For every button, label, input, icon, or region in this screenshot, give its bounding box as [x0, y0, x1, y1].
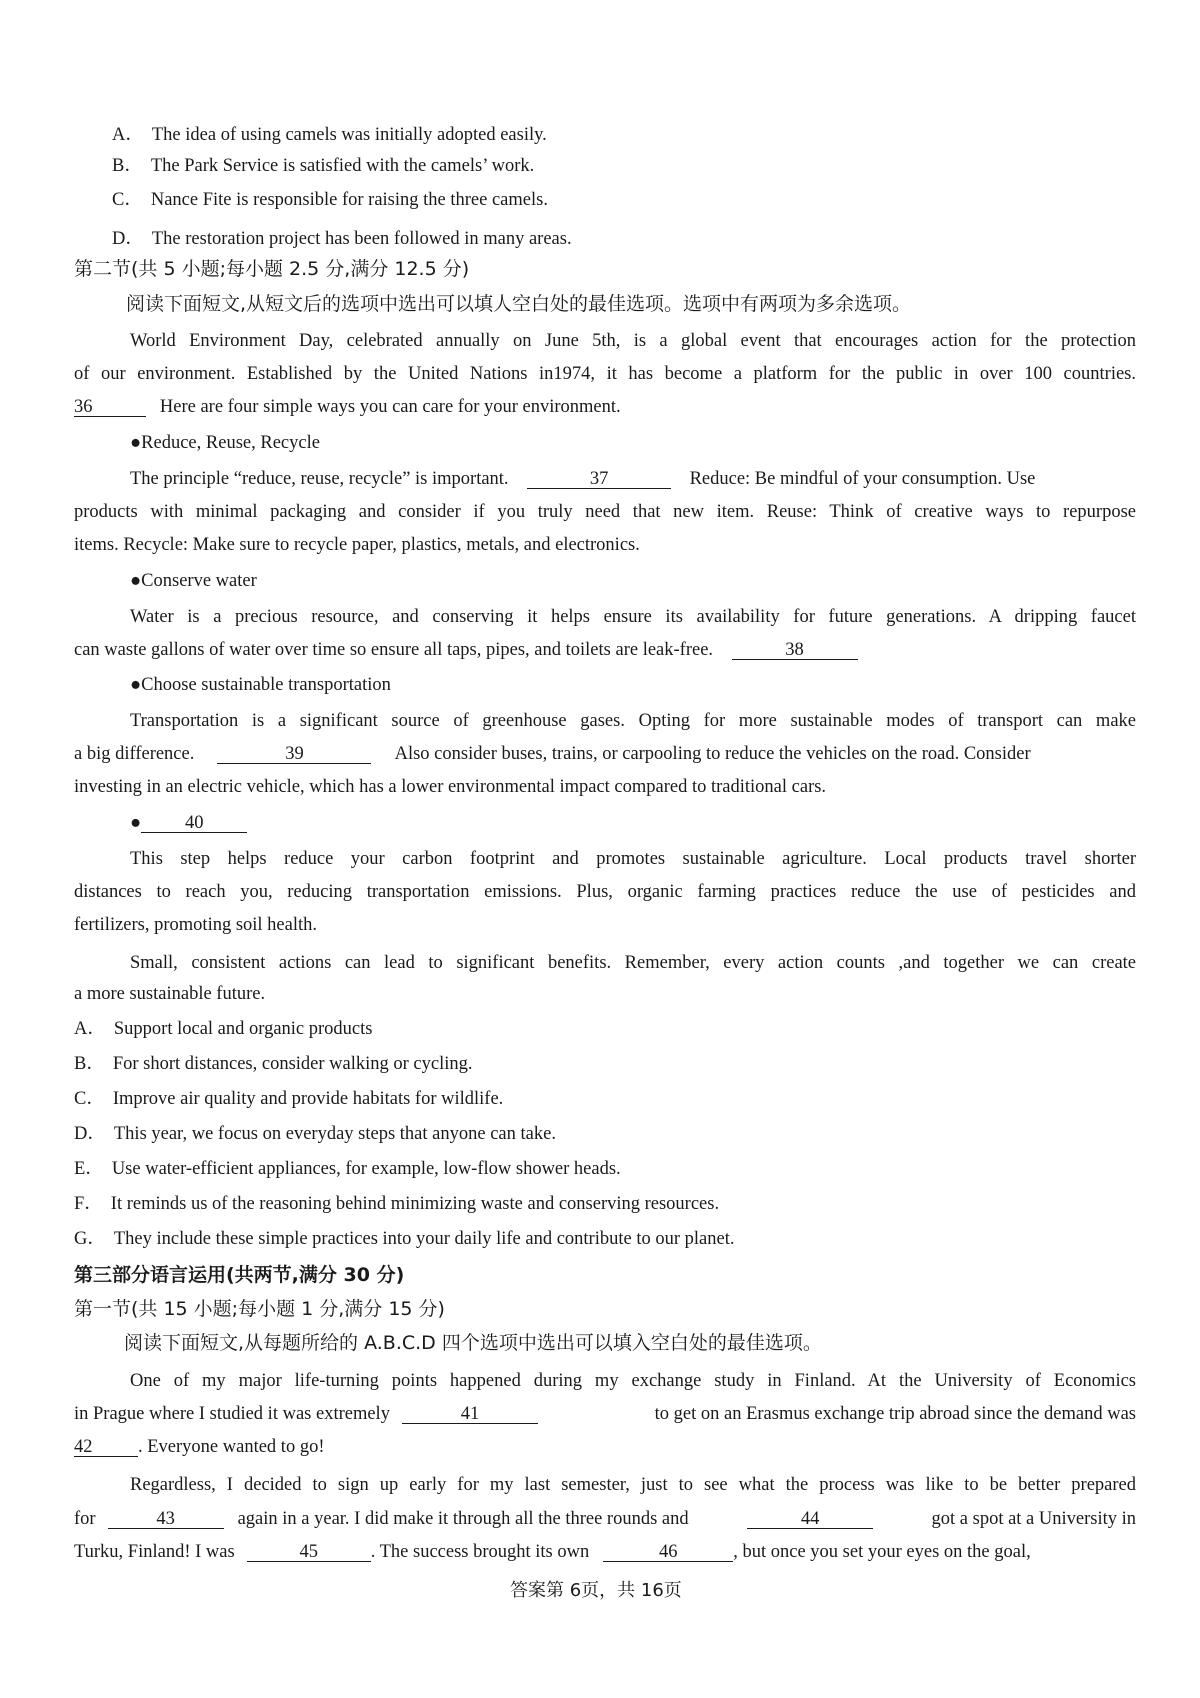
s2-p5-line2: distances to reach you, reducing transportation emissions. Plus, organic farming practices reduce the use of pesticides and — [74, 882, 1136, 902]
p3-para2-line3: Turku, Finland! I was 45 . The success brought its own 46 , but once you set your eyes on the goal, — [74, 1542, 1031, 1562]
blank-36[interactable]: 36 — [74, 398, 146, 417]
blank-39[interactable]: 39 — [217, 745, 371, 764]
s2-p1-line2: of our environment. Established by the United Nations in1974, it has become a platform for the public in over 100 countries. — [74, 364, 1136, 384]
blank-46[interactable]: 46 — [603, 1543, 733, 1562]
s2-p2-line2: products with minimal packaging and consider if you truly need that new item. Reuse: Think of creative ways to repurpose — [74, 502, 1136, 522]
s2-heading-water: ●Conserve water — [130, 571, 257, 591]
blank-43[interactable]: 43 — [108, 1510, 224, 1529]
s2-p3-line2: can waste gallons of water over time so ensure all taps, pipes, and toilets are leak-free. 38 — [74, 639, 858, 661]
s2-option-g: G． They include these simple practices into your daily life and contribute to our planet. — [74, 1229, 735, 1249]
section2-heading: 第二节(共 5 小题;每小题 2.5 分,满分 12.5 分) — [74, 258, 470, 280]
blank-44[interactable]: 44 — [747, 1510, 873, 1529]
p3-para2-line1: Regardless, I decided to sign up early for my last semester, just to see what the process was like to be better prepared — [130, 1475, 1136, 1495]
p3-para1-line3: 42 . Everyone wanted to go! — [74, 1437, 325, 1457]
s2-p1-line1: World Environment Day, celebrated annually on June 5th, is a global event that encourages action for the protection — [130, 331, 1136, 351]
s2-option-d: D． This year, we focus on everyday steps that anyone can take. — [74, 1124, 556, 1144]
blank-42[interactable]: 42 — [74, 1438, 138, 1457]
s2-option-f: F． It reminds us of the reasoning behind minimizing waste and conserving resources. — [74, 1194, 720, 1214]
q35-option-d: D． The restoration project has been followed in many areas. — [112, 229, 572, 249]
q35-option-a: A． The idea of using camels was initially adopted easily. — [112, 125, 547, 145]
blank-45[interactable]: 45 — [247, 1543, 371, 1562]
part3-instruction: 阅读下面短文,从每题所给的 A.B.C.D 四个选项中选出可以填入空白处的最佳选项。 — [124, 1332, 822, 1354]
s2-option-c: C． Improve air quality and provide habitats for wildlife. — [74, 1089, 504, 1109]
blank-38[interactable]: 38 — [732, 641, 858, 660]
blank-41[interactable]: 41 — [402, 1405, 538, 1424]
s2-heading-40: ● 40 — [130, 812, 247, 834]
s2-p6-line2: a more sustainable future. — [74, 984, 266, 1004]
p3-para1-line1: One of my major life-turning points happened during my exchange study in Finland. At the University of Economics — [130, 1371, 1136, 1391]
s2-p5-line1: This step helps reduce your carbon footprint and promotes sustainable agriculture. Local products travel shorter — [130, 849, 1136, 869]
s2-p5-line3: fertilizers, promoting soil health. — [74, 915, 318, 935]
s2-p4-line3: investing in an electric vehicle, which has a lower environmental impact compared to traditional cars. — [74, 777, 827, 797]
s2-option-e: E． Use water-efficient appliances, for example, low-flow shower heads. — [74, 1159, 621, 1179]
s2-p4-line2: a big difference. 39 Also consider buses, trains, or carpooling to reduce the vehicles on the road. Consider — [74, 744, 1031, 764]
blank-37[interactable]: 37 — [527, 470, 671, 489]
q35-option-c: C． Nance Fite is responsible for raising the three camels. — [112, 190, 548, 210]
part3-heading: 第三部分语言运用(共两节,满分 30 分) — [74, 1264, 405, 1286]
blank-40[interactable]: 40 — [141, 814, 247, 833]
s2-option-b: B． For short distances, consider walking or cycling. — [74, 1054, 473, 1074]
q35-option-b: B． The Park Service is satisfied with the camels’ work. — [112, 156, 535, 176]
s2-p4-line1: Transportation is a significant source of greenhouse gases. Opting for more sustainable modes of transport can make — [130, 711, 1136, 731]
s2-heading-reduce: ●Reduce, Reuse, Recycle — [130, 433, 320, 453]
s2-p1-line3: 36 Here are four simple ways you can care for your environment. — [74, 397, 621, 417]
s2-option-a: A． Support local and organic products — [74, 1019, 373, 1039]
p3-para1-line2: in Prague where I studied it was extremely 41 to get on an Erasmus exchange trip abroad since the demand was — [74, 1404, 1136, 1424]
s2-p3-line1: Water is a precious resource, and conserving it helps ensure its availability for future generations. A dripping faucet — [130, 607, 1136, 627]
s2-heading-transport: ●Choose sustainable transportation — [130, 675, 391, 695]
section2-instruction: 阅读下面短文,从短文后的选项中选出可以填人空白处的最佳选项。选项中有两项为多余选项。 — [126, 293, 912, 315]
part3-sub-heading: 第一节(共 15 小题;每小题 1 分,满分 15 分) — [74, 1298, 445, 1320]
s2-p6-line1: Small, consistent actions can lead to significant benefits. Remember, every action counts ,and together we can create — [130, 953, 1136, 973]
page-footer: 答案第 6页，共 16页 — [510, 1580, 682, 1601]
s2-p2-line1: The principle “reduce, reuse, recycle” is important. 37 Reduce: Be mindful of your consumption. Use — [130, 469, 1036, 489]
p3-para2-line2: for 43 again in a year. I did make it through all the three rounds and 44 got a spot at a University in — [74, 1509, 1137, 1529]
s2-p2-line3: items. Recycle: Make sure to recycle paper, plastics, metals, and electronics. — [74, 535, 640, 555]
